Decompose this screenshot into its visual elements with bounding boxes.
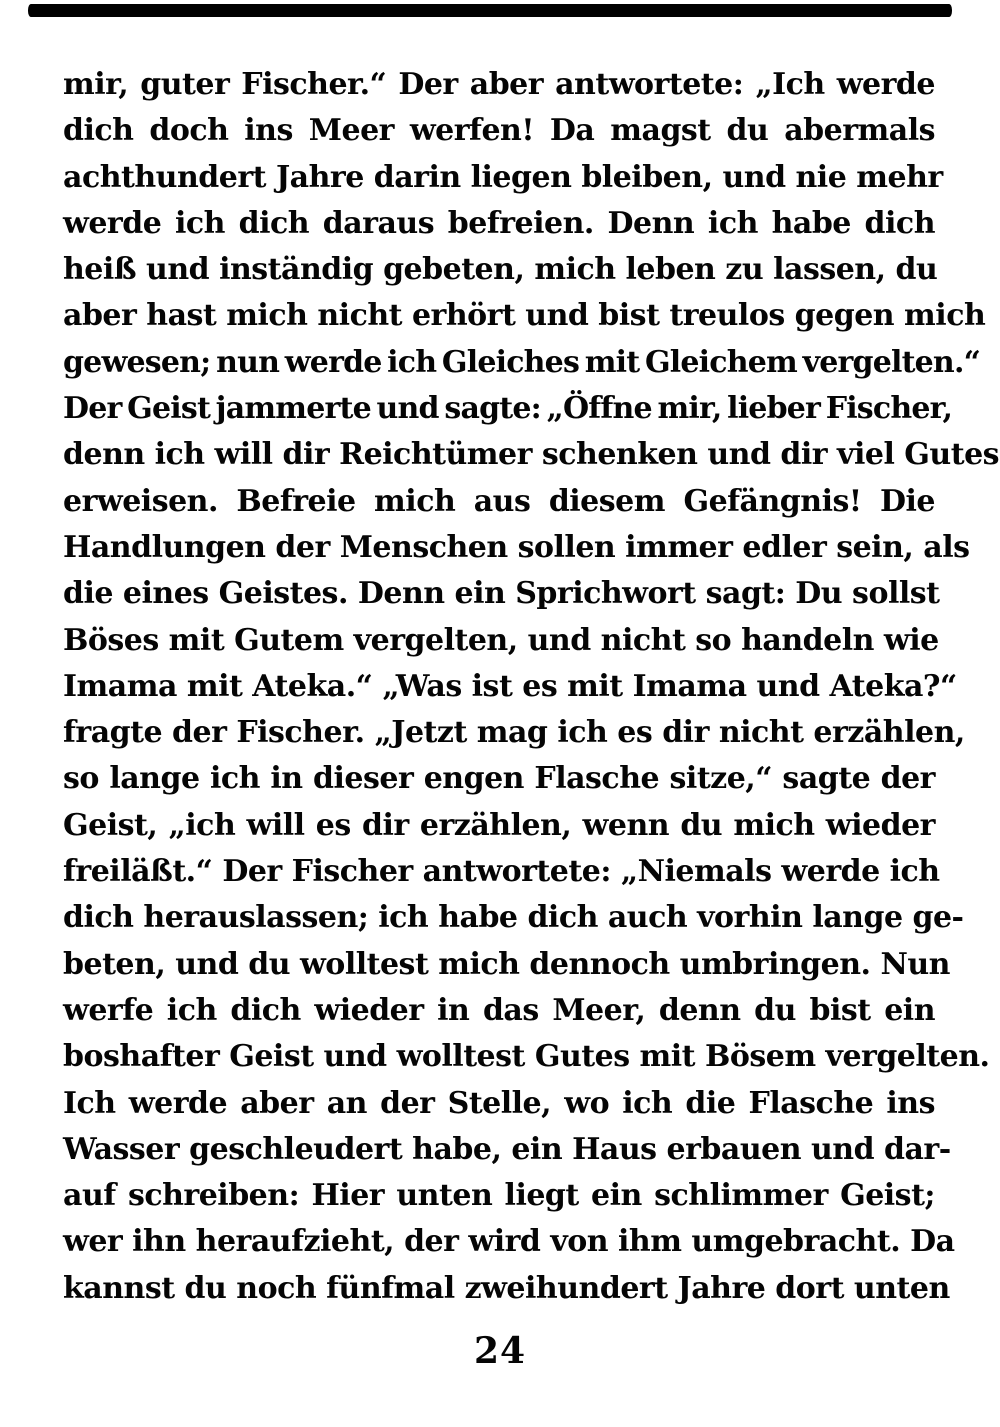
text-line: wer ihn heraufzieht, der wird von ihm umgebracht. Da (63, 1224, 955, 1260)
text-line: so lange ich in dieser engen Flasche sitze,“ sagte der (63, 761, 935, 797)
text-line: erweisen. Befreie mich aus diesem Gefängnis! Die (63, 483, 935, 519)
text-line: werfe ich dich wieder in das Meer, denn du bist ein (63, 992, 935, 1028)
text-line: werde ich dich daraus befreien. Denn ich habe dich (63, 205, 935, 241)
text-line: Wasser geschleudert habe, ein Haus erbauen und dar- (63, 1131, 951, 1167)
text-line: dich doch ins Meer werfen! Da magst du abermals (63, 113, 935, 149)
text-line: Geist, „ich will es dir erzählen, wenn du mich wieder (63, 807, 935, 843)
text-line: die eines Geistes. Denn ein Sprichwort sagt: Du sollst (63, 576, 940, 612)
text-line: kannst du noch fünfmal zweihundert Jahre dort unten (63, 1270, 950, 1306)
text-line: heiß und inständig gebeten, mich leben zu lassen, du (63, 252, 938, 288)
text-line: boshafter Geist und wolltest Gutes mit Bösem vergelten. (63, 1039, 990, 1075)
text-line: aber hast mich nicht erhört und bist treulos gegen mich (63, 298, 986, 334)
text-line: freiläßt.“ Der Fischer antwortete: „Niemals werde ich (63, 854, 940, 890)
text-line: Böses mit Gutem vergelten, und nicht so handeln wie (63, 622, 939, 658)
text-line: auf schreiben: Hier unten liegt ein schlimmer Geist; (63, 1178, 935, 1214)
text-line: Ich werde aber an der Stelle, wo ich die Flasche ins (63, 1085, 935, 1121)
text-line: mir, guter Fischer.“ Der aber antwortete: „Ich werde (63, 67, 935, 102)
text-line: fragte der Fischer. „Jetzt mag ich es dir nicht erzählen, (63, 715, 965, 751)
body-text (63, 62, 1000, 1312)
text-line: Der Geist jammerte und sagte: „Öffne mir, lieber Fischer, (63, 391, 953, 427)
text-line: Handlungen der Menschen sollen immer edler sein, als (63, 529, 970, 565)
text-line: denn ich will dir Reichtümer schenken und dir viel Gutes (63, 437, 1000, 473)
text-line: gewesen; nun werde ich Gleiches mit Gleichem vergelten.“ (63, 344, 981, 380)
text-line: achthundert Jahre darin liegen bleiben, und nie mehr (63, 159, 943, 195)
top-edge-rule (28, 4, 952, 17)
text-line: beten, und du wolltest mich dennoch umbringen. Nun (63, 946, 950, 982)
page-number: 24 (473, 1330, 527, 1372)
text-line: dich herauslassen; ich habe dich auch vorhin lange ge- (63, 900, 964, 936)
text-line: Imama mit Ateka.“ „Was ist es mit Imama und Ateka?“ (63, 668, 957, 704)
